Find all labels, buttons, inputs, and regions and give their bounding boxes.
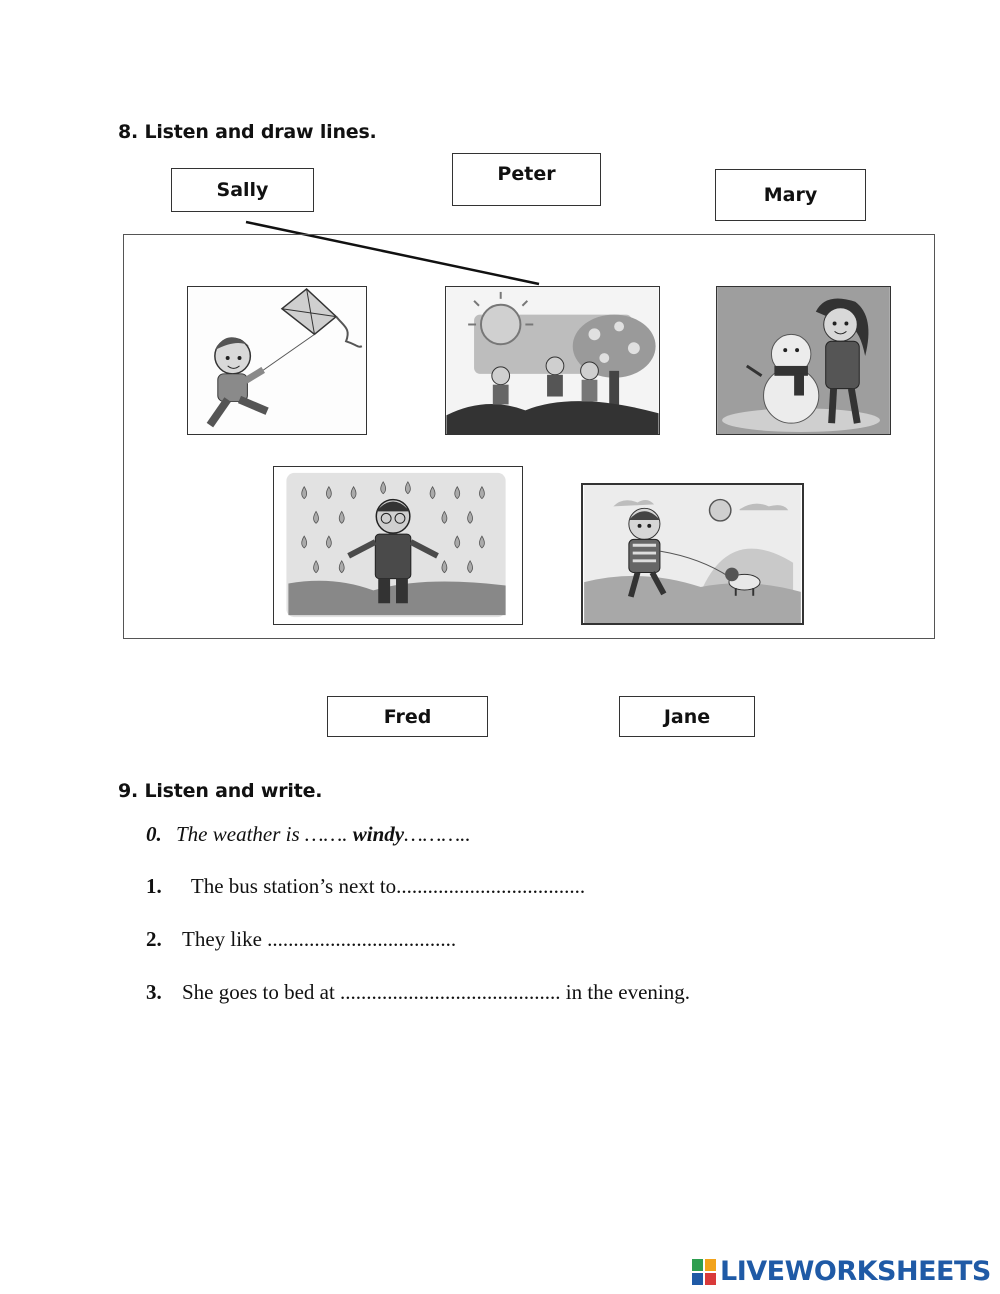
example-answer: windy	[352, 822, 405, 846]
picture-park[interactable]	[445, 286, 660, 435]
liveworksheets-brand	[692, 1256, 991, 1287]
question-2[interactable]	[146, 927, 456, 952]
example-sentence	[146, 822, 471, 847]
boy-walking-dog-icon	[583, 485, 802, 623]
name-box-sally[interactable]: Sally	[171, 168, 314, 212]
liveworksheets-logo-icon	[692, 1259, 716, 1285]
brand-name: LIVEWORKSHEETS	[720, 1256, 991, 1287]
boy-in-rain-icon	[274, 467, 522, 624]
picture-dog-walk[interactable]	[581, 483, 804, 625]
children-in-sunny-park-icon	[446, 287, 659, 434]
picture-kite[interactable]	[187, 286, 367, 435]
girl-building-snowman-icon	[717, 287, 890, 434]
question-1-number: 1.	[146, 874, 162, 898]
question-3[interactable]	[146, 980, 690, 1005]
name-box-fred[interactable]: Fred	[327, 696, 488, 737]
picture-snowman[interactable]	[716, 286, 891, 435]
question-1-text[interactable]: The bus station’s next to....................................	[186, 874, 586, 898]
name-box-jane[interactable]: Jane	[619, 696, 755, 737]
section-9-title: 9. Listen and write.	[118, 780, 323, 802]
section-8-title: 8. Listen and draw lines.	[118, 121, 377, 143]
question-3-number: 3.	[146, 980, 162, 1004]
picture-rain[interactable]	[273, 466, 523, 625]
name-box-peter[interactable]: Peter	[452, 153, 601, 206]
question-2-number: 2.	[146, 927, 162, 951]
name-box-mary[interactable]: Mary	[715, 169, 866, 221]
example-number: 0.	[146, 822, 162, 846]
question-1[interactable]	[146, 874, 585, 899]
example-suffix: ………..	[404, 822, 471, 846]
question-2-text[interactable]: They like ....................................	[182, 927, 457, 951]
question-3-text[interactable]: She goes to bed at .......................................... in the evening.	[182, 980, 691, 1004]
boy-flying-kite-icon	[188, 287, 366, 434]
example-prefix: The weather is …….	[176, 822, 353, 846]
